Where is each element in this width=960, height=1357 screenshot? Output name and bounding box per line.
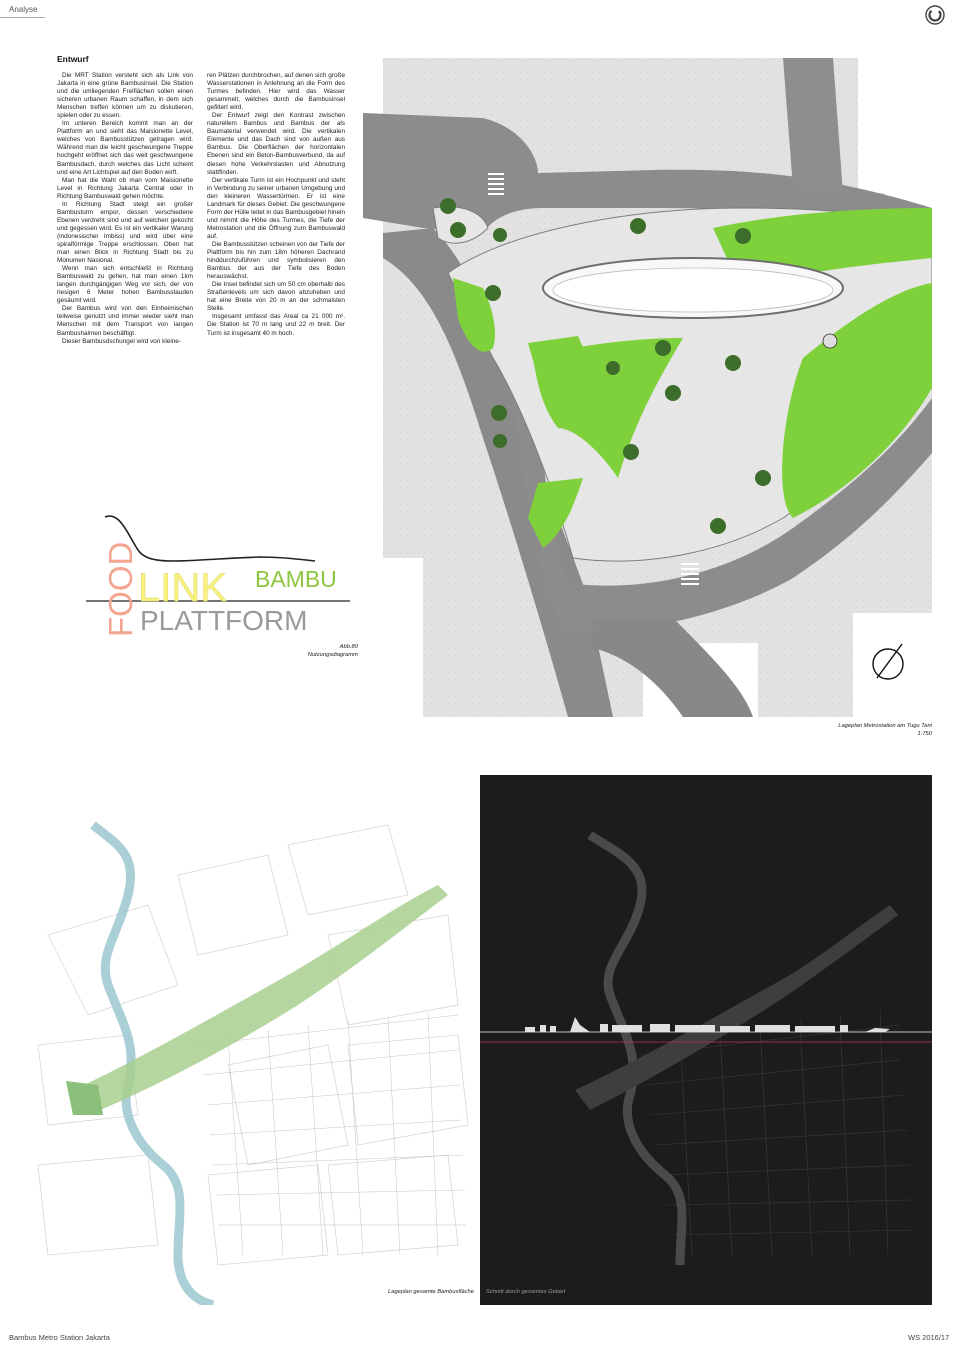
paragraph: Dieser Bambusdschungel wird von kleine- bbox=[62, 337, 181, 345]
water-tower-icon bbox=[823, 334, 837, 348]
station-opening bbox=[553, 268, 833, 312]
text-column-1 bbox=[57, 72, 193, 346]
article-heading: Entwurf bbox=[57, 54, 89, 64]
overall-plan-caption: Lageplan gesamte Bambusfläche bbox=[387, 1289, 474, 1295]
building bbox=[853, 613, 932, 717]
paragraph: Wenn man sich entschließt in Richtung Bambuswald zu gehen, hat man einen 1km langen durchgängigen Weg vor sich, der von riesigen 6 Meter hohen Bambusstauden gesäumt wird. bbox=[57, 265, 193, 305]
footer-title: Bambus Metro Station Jakarta bbox=[9, 1333, 110, 1342]
section-plan bbox=[480, 775, 932, 1305]
caption-text: Nutzungsdiagramm bbox=[307, 652, 358, 658]
building bbox=[858, 58, 932, 193]
overall-site-plan bbox=[28, 785, 479, 1305]
paragraph: Die Bambusstützen scheinen von der Tiefe der Plattform bis hin zum 18m höheren Dachrand hinddurchzuführen und symbolisieren den Bambus der aus der Tiefe des Boden herauswächst. bbox=[207, 240, 345, 281]
section-label: Analyse bbox=[9, 5, 38, 14]
siteplan-caption bbox=[700, 722, 932, 738]
text-column-2 bbox=[207, 72, 345, 338]
label-plattform: PLATTFORM bbox=[140, 605, 308, 636]
usage-diagram bbox=[80, 505, 360, 650]
logo-icon bbox=[925, 5, 945, 25]
building bbox=[383, 558, 423, 717]
label-bambu: BAMBU bbox=[255, 566, 337, 592]
paragraph: Man hat die Wahl ob man vom Maisionette Level in Richtung Jakarta Central oder In Richtung Bambuswald gehen möchte. bbox=[57, 176, 193, 200]
diagram-caption bbox=[200, 643, 358, 659]
paragraph: In Richtung Stadt steigt ein großer Bambusturm empor, dessen verschiedene Ebenen verdreht sind und auf welchen gekocht und gegessen wird. Es ist ein vertikaler Warung (indonesischer Imbiss) und wird über eine spiralförmige Treppe erschlossen. Oben hat man einen Blick in Richtung Stadt bis zu Monumen Nasional. bbox=[57, 200, 193, 265]
caption-number: Abb.80 bbox=[339, 644, 358, 650]
paragraph: Der Entwurf zeigt den Kontrast zwischen naturellem Bambus und Bambus der als Baumaterial verwendet wird. Die vertikalen Elemente und das Dach sind von außen aus Bambus. Die Oberflächen der horizontalen Ebenen sind ein Beton-Bambusverbund, da auf diesen hohe Verkehrslasten und Abnutzung stattfinden. bbox=[207, 112, 345, 176]
site-plan bbox=[363, 58, 932, 717]
paragraph: ren Plätzen durchbrochen, auf denen sich große Wasserstationen in Anlehnung an die Form des Turmes befinden. Hier wird das Wasser gesammelt, welches durch die Bambusinsel gefiltert wird. bbox=[207, 72, 345, 112]
caption-scale: 1:750 bbox=[917, 731, 932, 737]
footer-semester: WS 2016/17 bbox=[908, 1333, 950, 1342]
paragraph: Im unteren Bereich kommt man an der Plattform an und sieht das Maisionette Level, welches von Bambusstützen getragen wird. Während man die leicht geschwungene Treppe hochgeht eröffnet sich das weit geschwungene Bambusdach, durch welches das Licht scheint und eine Art Lichtspiel auf den Boden wirft. bbox=[57, 120, 193, 176]
paragraph: Der vertikale Turm ist ein Hochpunkt und steht in Verbindung zu seiner urbanen Umgebung und den kleineren Wassertürmen. Er ist eine Landmark für dieses Gebiet. Die geschwungene Form der Hülle leitet in das Bambusgebiet hinein und nimmt die Höhe des Turmes, die Tiefe der Metrostation und die Öffnung zum Bambuswald auf. bbox=[207, 176, 345, 240]
paragraph: Die MRT Station versteht sich als Link von Jakarta in eine grüne Bambusinsel. Die Station und die umliegenden Freiflächen sollen einen sicheren urbanen Raum schaffen, in dem sich Menschen treffen können um zu diskutieren, spielen oder zu essen. bbox=[57, 72, 193, 120]
paragraph: Insgesamt umfasst das Areal ca 21 000 m². Die Station ist 70 m lang und 22 m breit. Der Turm ist insgesamt 40 m hoch. bbox=[207, 313, 345, 337]
caption-text: Lageplan Metrostation am Tugu Tani bbox=[838, 723, 932, 729]
header-divider bbox=[0, 17, 45, 18]
paragraph: Der Bambus wird von den Einheimischen teilweise genutzt und immer wieder sieht man Menschen mit dem Transport von langen Bambushalmen beschäftigt. bbox=[57, 305, 193, 337]
label-link: LINK bbox=[138, 566, 227, 610]
section-caption: Schnitt durch gesamtes Gebiet bbox=[486, 1289, 566, 1295]
paragraph: Die Insel befindet sich um 50 cm oberhalb des Straßenlevels um sich davon abzuheben und hat eine Breite von 20 m an der schmalsten Stelle. bbox=[207, 281, 345, 313]
road bbox=[783, 58, 843, 193]
label-food: FOOD bbox=[102, 541, 139, 637]
